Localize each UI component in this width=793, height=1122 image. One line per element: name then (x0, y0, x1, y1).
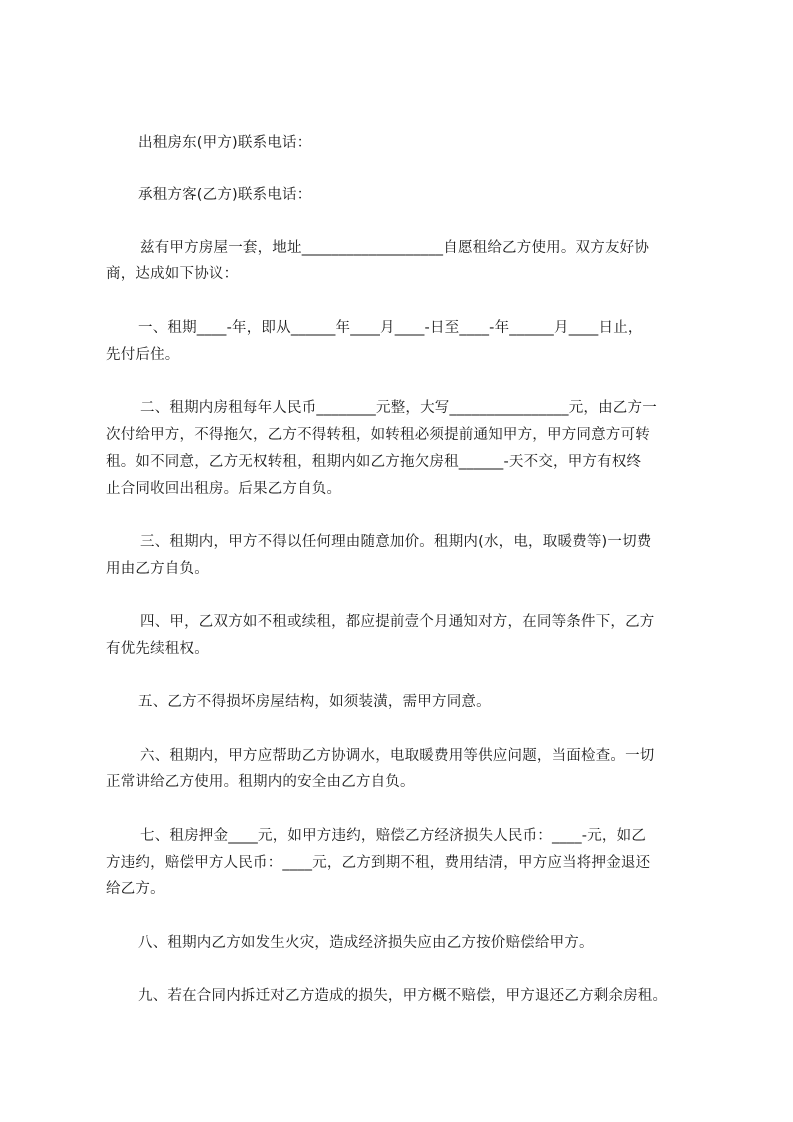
clause-2-line-1: 二、租期内房租每年人民币________元整，大写________________元，由乙方一 (140, 400, 657, 416)
clause-6-line-1: 六、租期内，甲方应帮助乙方协调水，电取暖费用等供应问题，当面检查。一切 (140, 748, 655, 764)
intro-line-2: 商，达成如下协议： (106, 266, 239, 282)
clause-9-line-1: 九、若在合同内拆迁对乙方造成的损失，甲方概不赔偿，甲方退还乙方剩余房租。 (138, 988, 668, 1004)
clause-8-line-1: 八、租期内乙方如发生火灾，造成经济损失应由乙方按价赔偿给甲方。 (138, 935, 594, 951)
clause-2-line-2: 次付给甲方，不得拖欠，乙方不得转租，如转租必须提前通知甲方，甲方同意方可转 (106, 427, 650, 443)
clause-5-line-1: 五、乙方不得损坏房屋结构，如须装潢，需甲方同意。 (138, 694, 491, 710)
clause-3-line-2: 用由乙方自负。 (106, 561, 209, 577)
clause-7-line-2: 方违约，赔偿甲方人民币：____元，乙方到期不租，费用结清，甲方应当将押金退还 (106, 855, 651, 871)
clause-1-line-1: 一、租期____-年，即从______年____月____-日至____-年______月____日止， (138, 320, 643, 336)
intro-line-1: 兹有甲方房屋一套，地址___________________自愿租给乙方使用。双方友好协 (140, 240, 650, 256)
tenant-phone-line: 承租方客(乙方)联系电话： (138, 187, 312, 203)
clause-3-line-1: 三、租期内，甲方不得以任何理由随意加价。租期内(水，电，取暖费等)一切费 (140, 534, 652, 550)
clause-2-line-3: 租。如不同意，乙方无权转租，租期内如乙方拖欠房租______-天不交，甲方有权终 (106, 454, 642, 470)
clause-4-line-1: 四、甲，乙双方如不租或续租，都应提前壹个月通知对方，在同等条件下，乙方 (140, 614, 655, 630)
clause-7-line-1: 七、租房押金____元，如甲方违约，赔偿乙方经济损失人民币：____-元，如乙 (140, 828, 647, 844)
clause-2-line-4: 止合同收回出租房。后果乙方自负。 (106, 481, 342, 497)
landlord-phone-line: 出租房东(甲方)联系电话： (138, 135, 312, 151)
clause-4-line-2: 有优先续租权。 (106, 641, 209, 657)
clause-7-line-3: 给乙方。 (106, 881, 165, 897)
clause-1-line-2: 先付后住。 (106, 347, 180, 363)
clause-6-line-2: 正常讲给乙方使用。租期内的安全由乙方自负。 (106, 774, 415, 790)
